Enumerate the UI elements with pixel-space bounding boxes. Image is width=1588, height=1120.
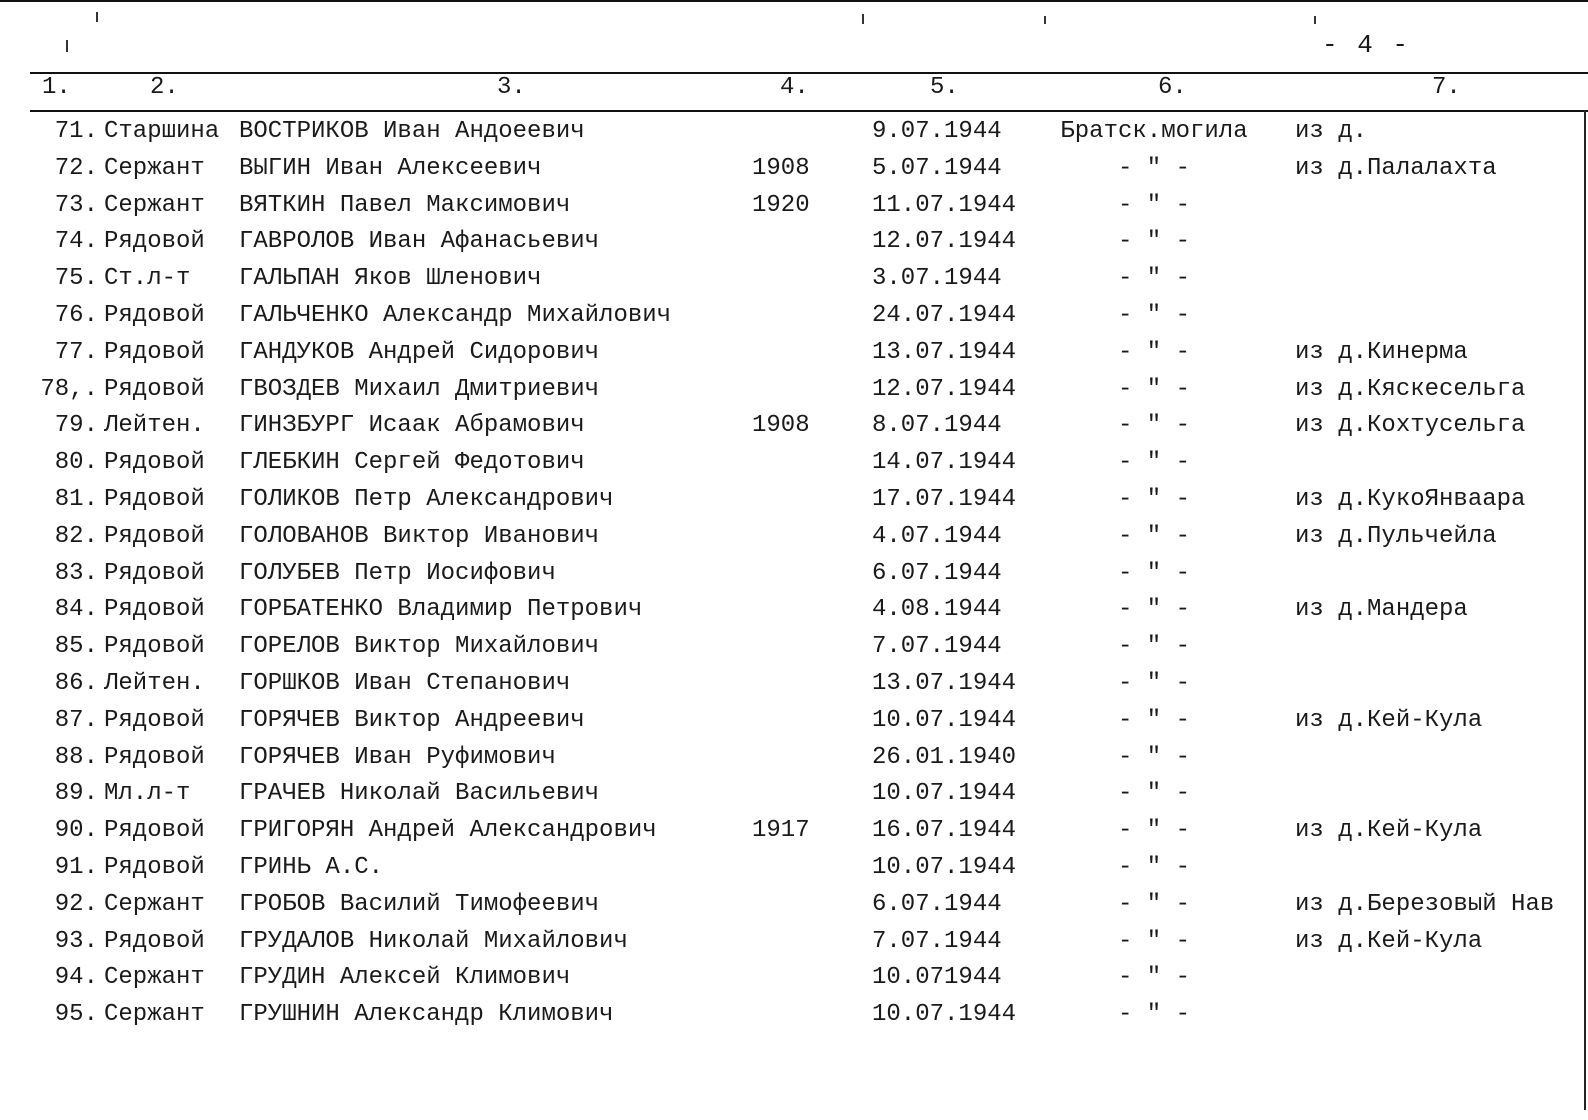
scan-speck (1044, 16, 1046, 24)
cell-note: из д.Палалахта (1295, 154, 1497, 182)
cell-name: ГАЛЬПАН Яков Шленович (239, 265, 542, 293)
cell-rank: Рядовой (104, 449, 205, 477)
cell-date: 4.07.1944 (872, 522, 1002, 550)
cell-year: 1908 (752, 154, 810, 182)
cell-num: 94. (54, 964, 98, 992)
cell-year: 1917 (752, 817, 810, 845)
table-row (0, 445, 1588, 482)
cell-date: 10.07.1944 (872, 854, 1017, 881)
cell-rank: Сержант (104, 964, 205, 992)
cell-num: 83. (54, 559, 98, 587)
cell-date: 14.07.1944 (872, 449, 1017, 477)
cell-num: 72. (54, 154, 98, 182)
table-row (0, 813, 1588, 850)
cell-rank: Рядовой (104, 633, 205, 661)
cell-num: 89. (54, 780, 98, 808)
table-row (0, 629, 1588, 666)
cell-date: 13.07.1944 (872, 338, 1017, 366)
cell-name: ГРИНЬ А.С. (239, 854, 384, 881)
cell-name: ГОРЯЧЕВ Иван Руфимович (239, 743, 556, 771)
table-row (0, 850, 1588, 887)
cell-num: 85. (54, 633, 98, 661)
cell-place: - " - (1117, 302, 1190, 329)
cell-note: из д.Кинерма (1295, 338, 1468, 366)
cell-name: ГРАЧЕВ Николай Васильевич (239, 780, 600, 808)
cell-date: 10.07.1944 (872, 706, 1017, 734)
cell-name: ВОСТРИКОВ Иван Андоеевич (239, 118, 585, 145)
cell-date: 12.07.1944 (872, 228, 1017, 256)
column-header-5: 5. (930, 74, 959, 101)
cell-name: ВЫГИН Иван Алексеевич (239, 154, 542, 182)
cell-note: из д.Кяскесельга (1295, 375, 1526, 403)
cell-name: ГВОЗДЕВ Михаил Дмитриевич (239, 375, 600, 403)
cell-place: - " - (1117, 338, 1190, 366)
cell-name: ГОРЕЛОВ Виктор Михайлович (239, 633, 600, 661)
cell-note: из д.Кей-Кула (1295, 927, 1483, 955)
cell-name: ГИНЗБУРГ Исаак Абрамович (239, 412, 585, 440)
cell-num: 75. (54, 265, 98, 293)
cell-year: 1920 (752, 191, 810, 219)
cell-rank: Рядовой (104, 228, 205, 256)
cell-num: 74. (54, 228, 98, 256)
table-row (0, 224, 1588, 261)
cell-name: ВЯТКИН Павел Максимович (239, 191, 571, 219)
cell-name: ГОЛИКОВ Петр Александрович (239, 486, 614, 513)
table-row (0, 151, 1588, 188)
cell-num: 92. (54, 890, 98, 918)
page-number: - 4 - (1322, 30, 1411, 60)
table-row (0, 997, 1588, 1034)
cell-rank: Сержант (104, 890, 205, 918)
cell-rank: Рядовой (104, 854, 205, 881)
table-row (0, 482, 1588, 519)
cell-name: ГРИГОРЯН Андрей Александрович (239, 817, 657, 845)
cell-name: ГОЛОВАНОВ Виктор Иванович (239, 522, 600, 550)
cell-num: 77. (54, 338, 98, 366)
table-row (0, 408, 1588, 445)
cell-name: ГРОБОВ Василий Тимофеевич (239, 890, 600, 918)
cell-place: - " - (1117, 743, 1190, 771)
cell-rank: Рядовой (104, 596, 205, 624)
cell-date: 6.07.1944 (872, 890, 1002, 918)
cell-note: из д. (1295, 118, 1368, 145)
table-row (0, 960, 1588, 997)
table-row (0, 556, 1588, 593)
column-header-7: 7. (1432, 74, 1461, 101)
cell-rank: Лейтен. (104, 412, 205, 440)
table-row (0, 924, 1588, 961)
cell-note: из д.Мандера (1295, 596, 1468, 624)
cell-name: ГОРЯЧЕВ Виктор Андреевич (239, 706, 585, 734)
cell-rank: Рядовой (104, 522, 205, 550)
cell-year: 1908 (752, 412, 810, 440)
cell-rank: Мл.л-т (104, 780, 191, 808)
cell-rank: Рядовой (104, 559, 205, 587)
column-header-1: 1. (42, 74, 71, 101)
top-border-line (0, 0, 1588, 2)
cell-date: 16.07.1944 (872, 817, 1017, 845)
cell-date: 26.01.1940 (872, 743, 1017, 771)
cell-num: 88. (54, 743, 98, 771)
cell-rank: Рядовой (104, 927, 205, 955)
cell-date: 5.07.1944 (872, 154, 1002, 182)
cell-name: ГРУШНИН Александр Климович (239, 1001, 614, 1029)
table-row (0, 372, 1588, 409)
cell-num: 76. (54, 302, 98, 329)
cell-note: из д.КукоЯнваара (1295, 486, 1526, 513)
cell-rank: Рядовой (104, 817, 205, 845)
cell-date: 10.07.1944 (872, 1001, 1017, 1029)
cell-place: - " - (1117, 890, 1190, 918)
cell-name: ГОРШКОВ Иван Степанович (239, 670, 571, 697)
table-row (0, 335, 1588, 372)
cell-num: 82. (54, 522, 98, 550)
cell-rank: Рядовой (104, 375, 205, 403)
column-header-6: 6. (1158, 74, 1187, 101)
cell-rank: Рядовой (104, 302, 205, 329)
scan-speck (96, 12, 98, 22)
table-row (0, 519, 1588, 556)
cell-place: - " - (1117, 486, 1190, 513)
cell-date: 4.08.1944 (872, 596, 1002, 624)
cell-num: 95. (54, 1001, 98, 1029)
header-top-rule (30, 72, 1588, 74)
cell-place: - " - (1117, 191, 1190, 219)
cell-place: - " - (1117, 449, 1190, 477)
table-row (0, 776, 1588, 813)
scan-speck (862, 14, 864, 24)
cell-place: - " - (1117, 596, 1190, 624)
cell-num: 71. (54, 118, 98, 145)
cell-place: - " - (1117, 670, 1190, 697)
cell-name: ГОРБАТЕНКО Владимир Петрович (239, 596, 643, 624)
cell-name: ГОЛУБЕВ Петр Иосифович (239, 559, 556, 587)
cell-num: 79. (54, 412, 98, 440)
cell-num: 78,. (40, 375, 98, 403)
cell-name: ГРУДИН Алексей Климович (239, 964, 571, 992)
cell-num: 87. (54, 706, 98, 734)
cell-rank: Сержант (104, 154, 205, 182)
table-row (0, 740, 1588, 777)
cell-place: - " - (1117, 154, 1190, 182)
cell-note: из д.Пульчейла (1295, 522, 1497, 550)
cell-name: ГАНДУКОВ Андрей Сидорович (239, 338, 600, 366)
cell-num: 90. (54, 817, 98, 845)
cell-num: 91. (54, 854, 98, 881)
cell-date: 3.07.1944 (872, 265, 1002, 293)
cell-place: - " - (1117, 706, 1190, 734)
cell-place: - " - (1117, 265, 1190, 293)
cell-rank: Рядовой (104, 486, 205, 513)
table-row (0, 666, 1588, 703)
cell-date: 6.07.1944 (872, 559, 1002, 587)
cell-num: 80. (54, 449, 98, 477)
cell-place: - " - (1117, 964, 1190, 992)
cell-num: 86. (54, 670, 98, 697)
cell-place: - " - (1117, 854, 1190, 881)
cell-rank: Сержант (104, 191, 205, 219)
cell-rank: Старшина (104, 118, 220, 145)
cell-place: Братск.могила (1060, 118, 1248, 145)
cell-note: из д.Кей-Кула (1295, 706, 1483, 734)
header-bottom-rule (30, 110, 1588, 112)
scan-speck (66, 40, 68, 52)
cell-place: - " - (1117, 927, 1190, 955)
cell-date: 9.07.1944 (872, 118, 1002, 145)
cell-rank: Сержант (104, 1001, 205, 1029)
cell-place: - " - (1117, 228, 1190, 256)
table-row (0, 114, 1588, 151)
column-header-4: 4. (780, 74, 809, 101)
cell-place: - " - (1117, 817, 1190, 845)
cell-num: 84. (54, 596, 98, 624)
scan-speck (1314, 16, 1316, 24)
cell-name: ГАЛЬЧЕНКО Александр Михайлович (239, 302, 672, 329)
table-row (0, 592, 1588, 629)
cell-place: - " - (1117, 375, 1190, 403)
cell-place: - " - (1117, 1001, 1190, 1029)
table-row (0, 188, 1588, 225)
cell-num: 73. (54, 191, 98, 219)
cell-place: - " - (1117, 522, 1190, 550)
cell-rank: Ст.л-т (104, 265, 191, 293)
cell-place: - " - (1117, 780, 1190, 808)
cell-date: 11.07.1944 (872, 191, 1017, 219)
cell-name: ГАВРОЛОВ Иван Афанасьевич (239, 228, 600, 256)
table-row (0, 887, 1588, 924)
cell-date: 17.07.1944 (872, 486, 1017, 513)
cell-name: ГРУДАЛОВ Николай Михайлович (239, 927, 628, 955)
cell-note: из д.Кей-Кула (1295, 817, 1483, 845)
cell-date: 24.07.1944 (872, 302, 1017, 329)
cell-rank: Рядовой (104, 338, 205, 366)
cell-date: 7.07.1944 (872, 927, 1002, 955)
cell-date: 13.07.1944 (872, 670, 1017, 697)
column-header-2: 2. (150, 74, 179, 101)
table-row (0, 298, 1588, 335)
column-header-3: 3. (497, 74, 526, 101)
cell-place: - " - (1117, 559, 1190, 587)
cell-rank: Лейтен. (104, 670, 205, 697)
table-row (0, 261, 1588, 298)
cell-num: 93. (54, 927, 98, 955)
cell-date: 10.071944 (872, 964, 1002, 992)
cell-note: из д.Кохтусельга (1295, 412, 1526, 440)
cell-place: - " - (1117, 633, 1190, 661)
cell-date: 12.07.1944 (872, 375, 1017, 403)
cell-date: 7.07.1944 (872, 633, 1002, 661)
cell-place: - " - (1117, 412, 1190, 440)
cell-rank: Рядовой (104, 743, 205, 771)
cell-num: 81. (54, 486, 98, 513)
cell-note: из д.Березовый Нав (1295, 890, 1555, 918)
cell-rank: Рядовой (104, 706, 205, 734)
table-row (0, 703, 1588, 740)
cell-date: 10.07.1944 (872, 780, 1017, 808)
cell-date: 8.07.1944 (872, 412, 1002, 440)
cell-name: ГЛЕБКИН Сергей Федотович (239, 449, 585, 477)
